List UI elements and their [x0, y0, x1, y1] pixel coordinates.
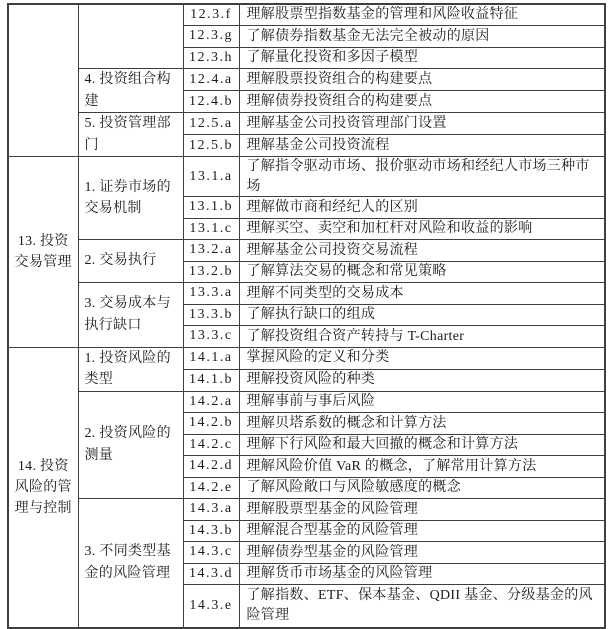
desc-cell: 理解事前与事后风险 — [239, 391, 605, 413]
chapter-cell — [8, 4, 78, 157]
desc-cell: 理解做市商和经纪人的区别 — [239, 197, 605, 219]
desc-cell: 理解基金公司投资管理部门设置 — [239, 113, 605, 135]
code-cell: 14.2.a — [183, 391, 239, 413]
table-row — [8, 4, 605, 26]
desc-cell: 了解算法交易的概念和常见策略 — [239, 261, 605, 283]
section-cell: 3. 交易成本与执行缺口 — [78, 283, 183, 348]
desc-cell: 理解基金公司投资交易流程 — [239, 240, 605, 262]
desc-cell: 理解股票投资组合的构建要点 — [239, 69, 605, 91]
code-cell: 14.3.d — [183, 563, 239, 585]
code-cell: 12.4.b — [183, 91, 239, 113]
code-cell: 12.3.f — [183, 4, 239, 26]
code-cell: 14.3.b — [183, 520, 239, 542]
desc-cell: 理解贝塔系数的概念和计算方法 — [239, 413, 605, 435]
section-cell: 1. 投资风险的类型 — [78, 347, 183, 391]
desc-cell: 了解债券指数基金无法完全被动的原因 — [239, 26, 605, 48]
chapter-cell: 14. 投资风险的管理与控制 — [8, 347, 78, 628]
desc-cell: 理解投资风险的种类 — [239, 369, 605, 391]
code-cell: 12.5.a — [183, 113, 239, 135]
code-cell: 12.3.g — [183, 26, 239, 48]
section-cell: 3. 不同类型基金的风险管理 — [78, 499, 183, 628]
table-row — [8, 347, 605, 369]
table-row — [8, 157, 605, 197]
desc-cell: 了解指令驱动市场、报价驱动市场和经纪人市场三种市场 — [239, 157, 605, 197]
table-row — [8, 391, 605, 413]
code-cell: 14.2.d — [183, 456, 239, 478]
desc-cell: 理解不同类型的交易成本 — [239, 283, 605, 305]
code-cell: 13.1.c — [183, 218, 239, 240]
code-cell: 12.3.h — [183, 47, 239, 69]
syllabus-table — [7, 3, 606, 629]
code-cell: 14.2.e — [183, 477, 239, 499]
code-cell: 13.3.a — [183, 283, 239, 305]
desc-cell: 了解执行缺口的组成 — [239, 304, 605, 326]
code-cell: 13.1.b — [183, 197, 239, 219]
desc-cell: 理解基金公司投资流程 — [239, 135, 605, 157]
code-cell: 12.5.b — [183, 135, 239, 157]
section-cell: 5. 投资管理部门 — [78, 113, 183, 157]
desc-cell: 理解买空、卖空和加杠杆对风险和收益的影响 — [239, 218, 605, 240]
code-cell: 12.4.a — [183, 69, 239, 91]
code-cell: 13.3.c — [183, 326, 239, 348]
code-cell: 13.1.a — [183, 157, 239, 197]
code-cell: 14.2.b — [183, 413, 239, 435]
desc-cell: 理解混合型基金的风险管理 — [239, 520, 605, 542]
table-row — [8, 69, 605, 91]
desc-cell: 理解风险价值 VaR 的概念，了解常用计算方法 — [239, 456, 605, 478]
desc-cell: 理解债券投资组合的构建要点 — [239, 91, 605, 113]
code-cell: 14.1.b — [183, 369, 239, 391]
section-cell — [78, 4, 183, 69]
code-cell: 14.3.c — [183, 542, 239, 564]
code-cell: 14.2.c — [183, 434, 239, 456]
section-cell: 1. 证券市场的交易机制 — [78, 157, 183, 240]
document-page — [7, 3, 606, 629]
chapter-cell: 13. 投资交易管理 — [8, 157, 78, 348]
desc-cell: 理解债券型基金的风险管理 — [239, 542, 605, 564]
section-cell: 2. 投资风险的测量 — [78, 391, 183, 499]
desc-cell: 了解量化投资和多因子模型 — [239, 47, 605, 69]
desc-cell: 理解货币市场基金的风险管理 — [239, 563, 605, 585]
code-cell: 13.2.b — [183, 261, 239, 283]
desc-cell: 了解风险敞口与风险敏感度的概念 — [239, 477, 605, 499]
desc-cell: 了解指数、ETF、保本基金、QDII 基金、分级基金的风险管理 — [239, 585, 605, 628]
table-row — [8, 240, 605, 262]
section-cell: 2. 交易执行 — [78, 240, 183, 283]
desc-cell: 理解下行风险和最大回撤的概念和计算方法 — [239, 434, 605, 456]
desc-cell: 理解股票型基金的风险管理 — [239, 499, 605, 521]
code-cell: 13.2.a — [183, 240, 239, 262]
code-cell: 14.1.a — [183, 347, 239, 369]
table-row — [8, 283, 605, 305]
code-cell: 14.3.e — [183, 585, 239, 628]
code-cell: 14.3.a — [183, 499, 239, 521]
desc-cell: 了解投资组合资产转持与 T-Charter — [239, 326, 605, 348]
code-cell: 13.3.b — [183, 304, 239, 326]
table-row — [8, 499, 605, 521]
table-row — [8, 113, 605, 135]
desc-cell: 掌握风险的定义和分类 — [239, 347, 605, 369]
desc-cell: 理解股票型指数基金的管理和风险收益特征 — [239, 4, 605, 26]
section-cell: 4. 投资组合构建 — [78, 69, 183, 113]
